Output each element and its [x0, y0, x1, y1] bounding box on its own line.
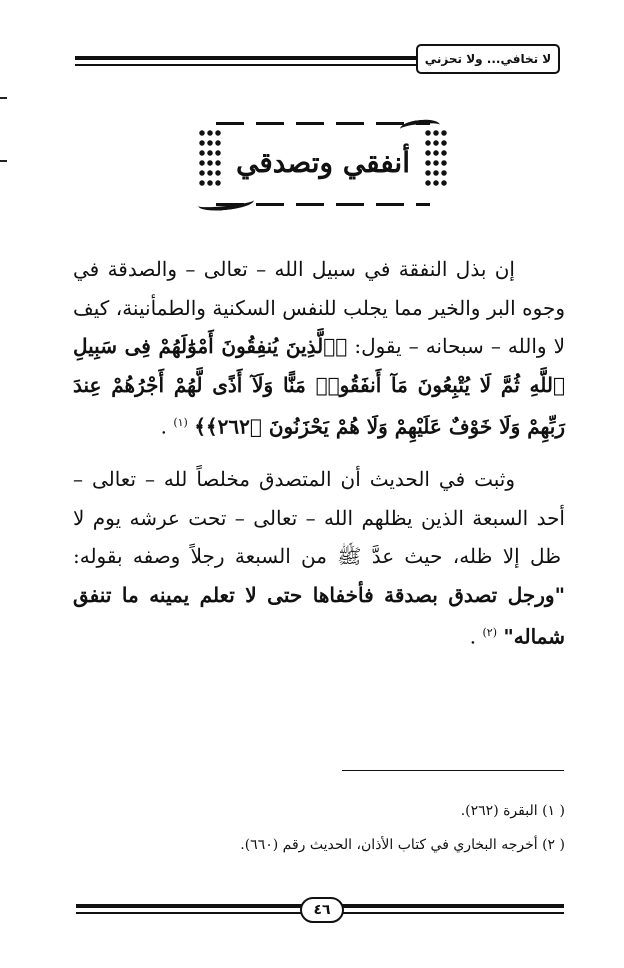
frame-dashes-top: [216, 122, 430, 125]
page-edge-mark: [0, 160, 7, 162]
footnote: ( ٢) أخرجه البخاري في كتاب الأذان، الحديث رقم (٦٦٠).: [240, 837, 565, 853]
running-title: لا تخافي... ولا تحزني: [416, 44, 560, 74]
paragraph-text: إن بذل النفقة في سبيل الله – تعالى – والصدقة في وجوه البر والخير مما يجلب للنفس السكنية والطمأنينة، كيف لا والله – سبحانه – يقول:: [73, 257, 565, 358]
title-frame: [198, 116, 448, 210]
chapter-title: أنفقي وتصدقي: [236, 145, 411, 179]
quran-verse: ﴿ٱلَّذِينَ يُنفِقُونَ أَمْوَٰلَهُمْ فِى سَبِيلِ ٱللَّهِ ثُمَّ لَا يُتْبِعُونَ مَآ أَنفَقُوا۟ مَنًّا وَلَآ أَذًى لَّهُمْ أَجْرُهُمْ عِندَ رَبِّهِمْ وَلَا خَوْفٌ عَلَيْهِمْ وَلَا هُمْ يَحْزَنُونَ ﴿٢٦٢﴾﴾: [73, 334, 565, 439]
paragraph: [73, 250, 565, 446]
paragraph: [73, 460, 565, 656]
footnotes: [73, 794, 565, 862]
paragraph-text: وثبت في الحديث أن المتصدق مخلصاً لله – تعالى – أحد السبعة الذين يظلهم الله – تعالى – تحت عرشه يوم لا ظل إلا ظله، حيث عدَّ ﷺ من السبعة رجلاً وصفه بقوله:: [73, 467, 565, 569]
footnote-ref: (١): [173, 416, 188, 429]
paragraph-end: .: [469, 624, 477, 649]
body-text: [73, 250, 565, 656]
footnote-ref: (٢): [482, 626, 497, 640]
frame-dots-left: [198, 128, 222, 190]
frame-swoosh: [197, 193, 254, 213]
frame-dots-right: [424, 128, 448, 190]
page-edge-mark: [0, 97, 7, 99]
footnote: ( ١) البقرة (٢٦٢).: [460, 803, 565, 819]
header-rule: [75, 56, 418, 60]
header-rule: [75, 64, 418, 66]
paragraph-end: .: [160, 414, 167, 439]
page-number: ٤٦: [300, 897, 344, 923]
footnote-separator: [342, 770, 564, 771]
hadith-quote: "ورجل تصدق بصدقة فأخفاها حتى لا تعلم يمينه ما تنفق شماله": [73, 582, 565, 649]
